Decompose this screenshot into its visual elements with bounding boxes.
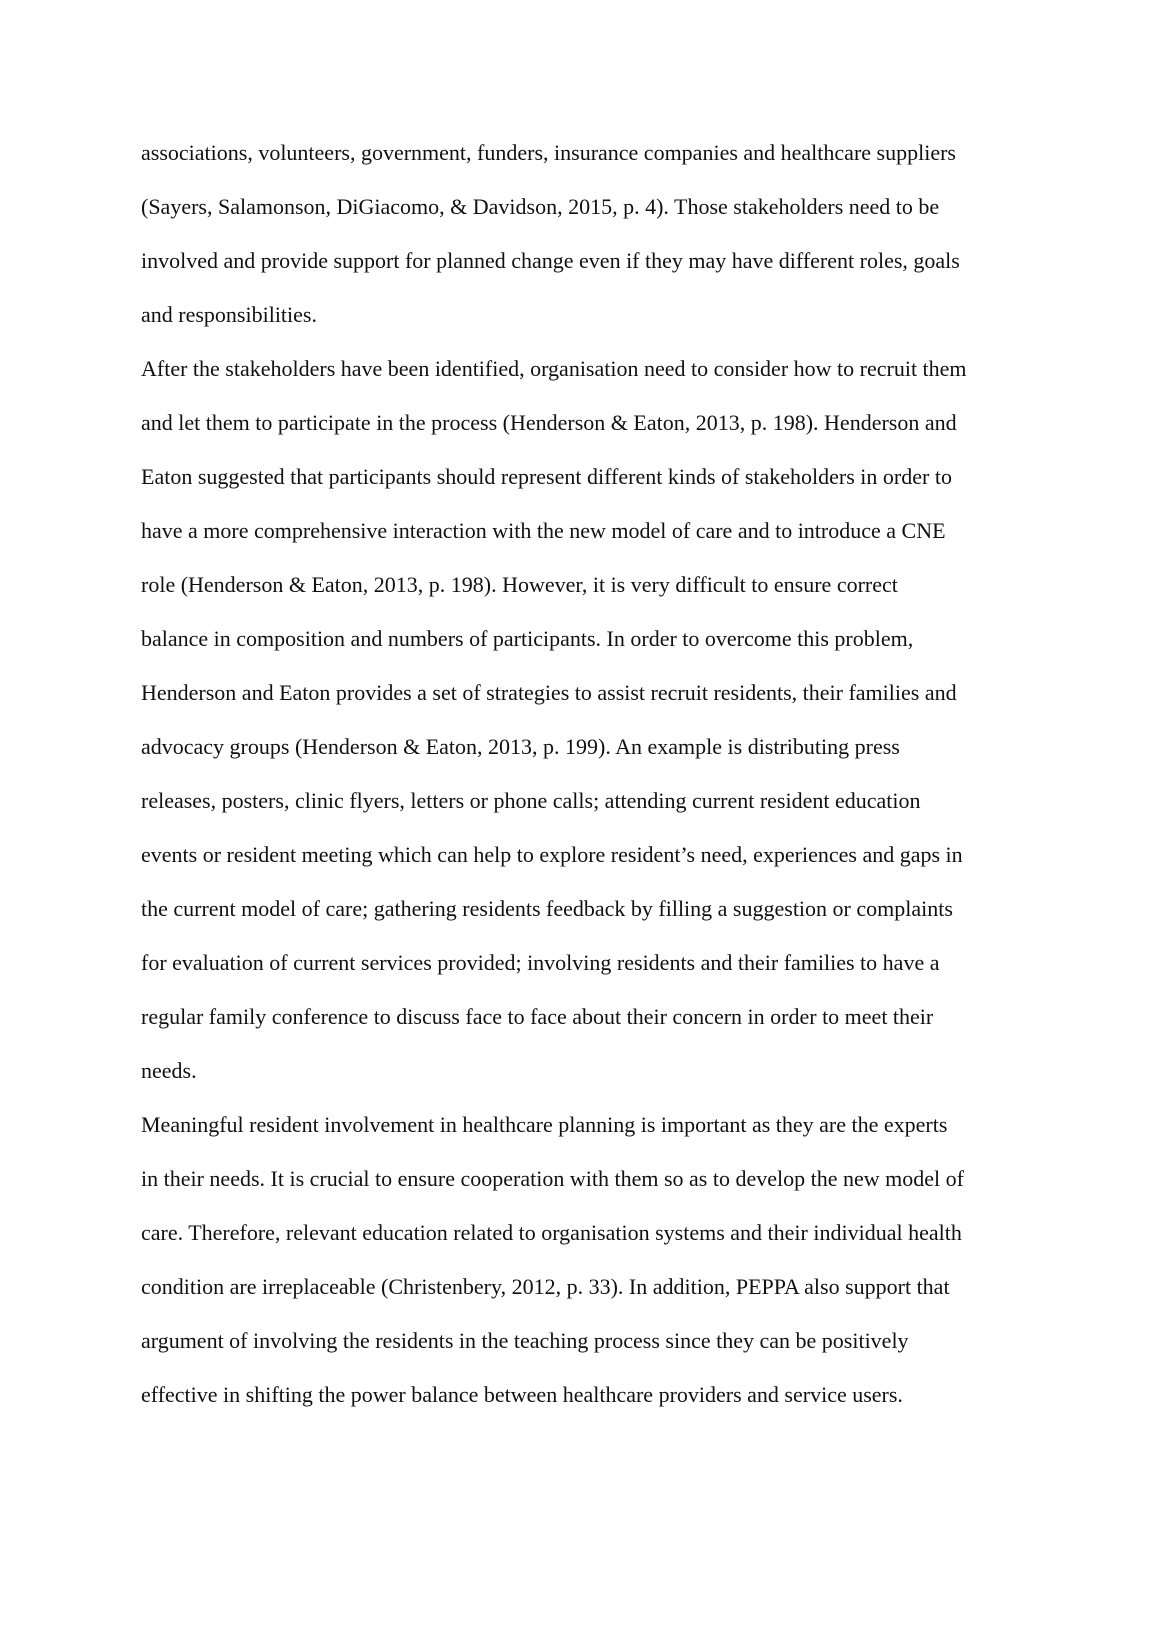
text-line: and let them to participate in the process (Henderson & Eaton, 2013, p. 198). Henderson and [141,410,957,435]
text-line: effective in shifting the power balance between healthcare providers and service users. [141,1382,903,1407]
text-line: (Sayers, Salamonson, DiGiacomo, & Davidson, 2015, p. 4). Those stakeholders need to be [141,194,940,219]
text-line: for evaluation of current services provided; involving residents and their families to have a [141,950,940,975]
paragraph-recruitment-strategies [141,342,1033,1098]
text-line: advocacy groups (Henderson & Eaton, 2013, p. 199). An example is distributing press [141,734,900,759]
text-line: Henderson and Eaton provides a set of strategies to assist recruit residents, their families and [141,680,957,705]
paragraph-resident-involvement [141,1098,1033,1422]
body-text [141,126,1033,1422]
text-line: argument of involving the residents in the teaching process since they can be positively [141,1328,909,1353]
text-line: involved and provide support for planned change even if they may have different roles, goals [141,248,960,273]
paragraph-stakeholders-list [141,126,1033,342]
text-line: care. Therefore, relevant education related to organisation systems and their individual health [141,1220,962,1245]
text-line: in their needs. It is crucial to ensure cooperation with them so as to develop the new model of [141,1166,964,1191]
text-line: regular family conference to discuss face to face about their concern in order to meet their [141,1004,934,1029]
text-line: the current model of care; gathering residents feedback by filling a suggestion or complaints [141,896,953,921]
text-line: condition are irreplaceable (Christenbery, 2012, p. 33). In addition, PEPPA also support that [141,1274,950,1299]
text-line: Meaningful resident involvement in healthcare planning is important as they are the experts [141,1112,948,1137]
text-line: role (Henderson & Eaton, 2013, p. 198). However, it is very difficult to ensure correct [141,572,898,597]
text-line: balance in composition and numbers of participants. In order to overcome this problem, [141,626,914,651]
text-line: After the stakeholders have been identified, organisation need to consider how to recruit them [141,356,967,381]
text-line: and responsibilities. [141,302,317,327]
text-line: events or resident meeting which can help to explore resident’s need, experiences and gaps in [141,842,963,867]
text-line: associations, volunteers, government, funders, insurance companies and healthcare suppliers [141,140,956,165]
text-line: releases, posters, clinic flyers, letters or phone calls; attending current resident education [141,788,921,813]
text-line: have a more comprehensive interaction with the new model of care and to introduce a CNE [141,518,946,543]
text-line: needs. [141,1058,197,1083]
text-line: Eaton suggested that participants should represent different kinds of stakeholders in order to [141,464,952,489]
